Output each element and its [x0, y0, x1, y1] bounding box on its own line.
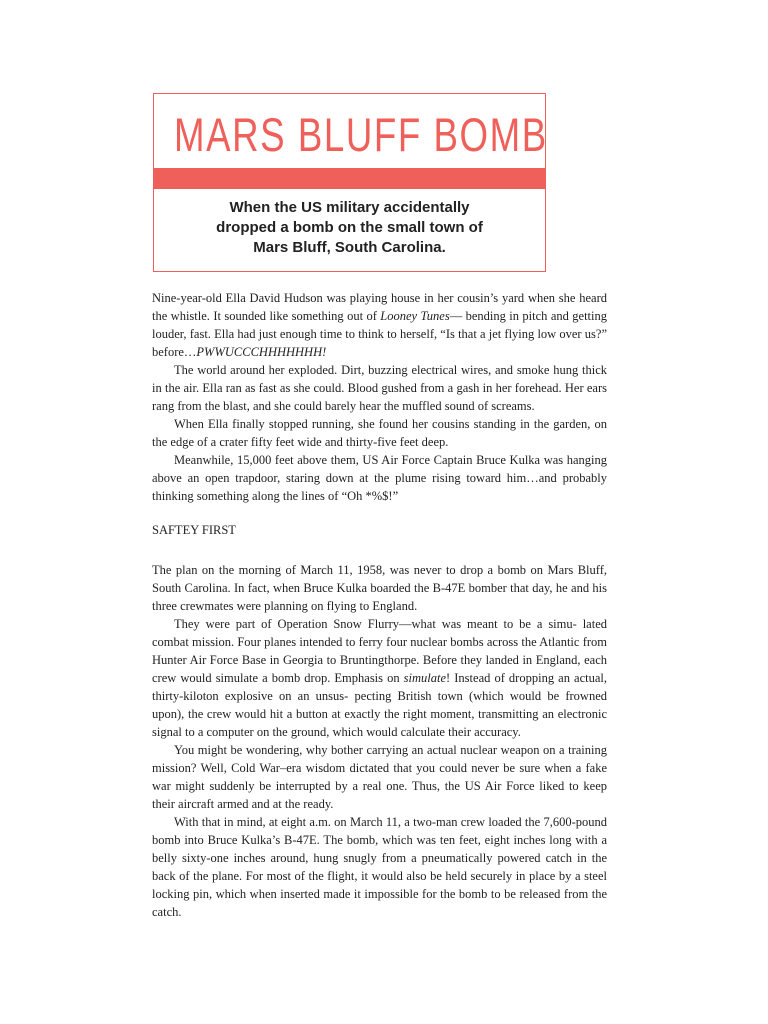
title-divider-bar — [154, 168, 545, 189]
paragraph-text: — bending in pitch and getting louder, fast. Ella had just enough time to think to herself, “Is that a jet flying low over us?” before… — [152, 309, 607, 359]
paragraph-1 — [152, 289, 607, 361]
paragraph-6 — [152, 615, 607, 741]
subtitle-line: When the US military accidentally — [229, 199, 470, 216]
article-title: MARS BLUFF BOMB — [174, 108, 548, 161]
paragraph-7: You might be wondering, why bother carrying an actual nuclear weapon on a training mission? Well, Cold War–era wisdom dictated that you could never be sure when a fake war might suddenly be interrupted by a real one. Thus, the US Air Force liked to keep their aircraft armed and at the ready. — [152, 743, 607, 811]
paragraph-text: ! Instead of dropping an actual, thirty-kiloton explosive on an unsus- pecting British town (which would be frowned upon), the crew would hit a button at exactly the right moment, transmitting an electronic signal to a computer on the ground, which would calculate their accuracy. — [152, 671, 607, 739]
paragraph-4: Meanwhile, 15,000 feet above them, US Air Force Captain Bruce Kulka was hanging above an open trapdoor, staring down at the plume rising toward him…and probably thinking something along the lines of “Oh *%$!” — [152, 453, 607, 503]
italic-text: PWWUCCCHHHHHHH! — [196, 345, 327, 359]
article-subtitle — [164, 198, 535, 258]
paragraph-8: With that in mind, at eight a.m. on March 11, a two-man crew loaded the 7,600-pound bomb into Bruce Kulka’s B-47E. The bomb, which was ten feet, eight inches long with a belly sixty-one inches around, hung snugly from a pneumatically powered catch in the back of the plane. For most of the flight, it would also be held securely in place by a steel locking pin, which when inserted made it impossible for the bomb to be released from the catch. — [152, 815, 607, 919]
subtitle-line: Mars Bluff, South Carolina. — [253, 239, 446, 256]
article-body — [152, 289, 607, 921]
paragraph-text: They were part of Operation Snow Flurry—what was meant to be a simu- lated combat mission. Four planes intended to ferry four nuclear bombs across the Atlantic from Hunter Air Force Base in Georgia to Bruntingthorpe. Before they landed in England, each crew would simulate a bomb drop. Emphasis on — [152, 617, 607, 685]
italic-text: simulate — [403, 671, 447, 685]
paragraph-3: When Ella finally stopped running, she found her cousins standing in the garden, on the edge of a crater fifty feet wide and thirty-five feet deep. — [152, 417, 607, 449]
title-box — [153, 93, 546, 272]
paragraph-text: Nine-year-old Ella David Hudson was playing house in her cousin’s yard when she heard the whistle. It sounded like something out of — [152, 291, 607, 323]
paragraph-2: The world around her exploded. Dirt, buzzing electrical wires, and smoke hung thick in the air. Ella ran as fast as she could. Blood gushed from a gash in her forehead. Her ears rang from the blast, and she could barely hear the muffled sound of screams. — [152, 363, 607, 413]
section-heading: SAFTEY FIRST — [152, 523, 236, 537]
paragraph-5: The plan on the morning of March 11, 1958, was never to drop a bomb on Mars Bluff, South Carolina. In fact, when Bruce Kulka boarded the B-47E bomber that day, he and his three crewmates were planning on flying to England. — [152, 563, 607, 613]
subtitle-line: dropped a bomb on the small town of — [216, 219, 483, 236]
italic-text: Looney Tunes — [380, 309, 450, 323]
